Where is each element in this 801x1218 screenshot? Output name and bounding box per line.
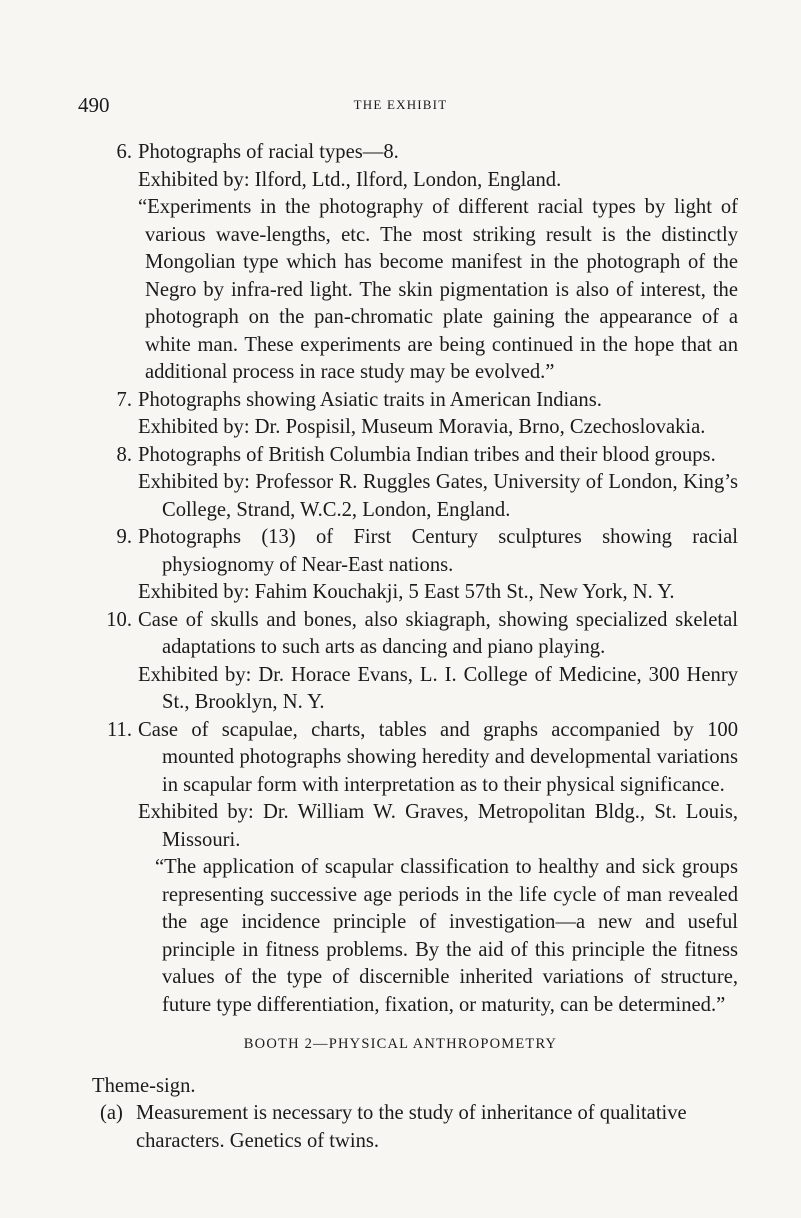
- exhibited-by: Exhibited by: Professor R. Ruggles Gates, University of London, King’s College, Strand, W.C.2, London, England.: [138, 471, 738, 521]
- entry-title: Case of skulls and bones, also skiagraph, showing specialized skeletal adaptations to such arts as dancing and piano playing.: [138, 608, 738, 658]
- entry-number: 11.: [107, 718, 132, 741]
- exhibited-by: Exhibited by: Fahim Kouchakji, 5 East 57th St., New York, N. Y.: [138, 581, 675, 603]
- entry-title: Photographs of racial types—8.: [138, 141, 399, 163]
- theme-sign-title: Theme-sign.: [92, 1074, 196, 1097]
- running-head: THE EXHIBIT: [353, 97, 448, 112]
- entry-number: 6.: [116, 141, 132, 163]
- entry-number: 9.: [116, 526, 132, 548]
- entry-title: Photographs of British Columbia Indian tribes and their blood groups.: [138, 443, 716, 466]
- exhibited-by: Exhibited by: Ilford, Ltd., Ilford, London, England.: [138, 168, 562, 191]
- page-number: 490: [78, 93, 110, 117]
- entry-number: 7.: [116, 388, 132, 411]
- exhibited-by: Exhibited by: Dr. William W. Graves, Metropolitan Bldg., St. Louis, Missouri.: [138, 801, 738, 851]
- theme-item-label: (a): [100, 1102, 123, 1124]
- exhibit-entry-8: [116, 442, 738, 525]
- page-header: [78, 93, 723, 121]
- exhibited-by: Exhibited by: Dr. Pospisil, Museum Moravia, Brno, Czechoslovakia.: [138, 416, 706, 438]
- exhibit-entry-9: [116, 524, 738, 607]
- entry-title: Case of scapulae, charts, tables and graphs accompanied by 100 mounted photographs showing heredity and developmental variations in scapular form with interpretation as to their physical significance.: [138, 718, 738, 796]
- exhibit-entry-11: [107, 717, 738, 1020]
- exhibit-entry-7: [116, 387, 738, 442]
- page-body: [0, 139, 801, 1155]
- theme-sign-item: [100, 1100, 742, 1155]
- entry-title: Photographs showing Asiatic traits in American Indians.: [138, 388, 602, 411]
- exhibit-entry-10: [106, 607, 738, 717]
- entry-number: 10.: [106, 608, 132, 631]
- theme-item-text: Measurement is necessary to the study of inheritance of qualitative characters. Genetics of twins.: [136, 1102, 687, 1152]
- booth-heading: BOOTH 2—PHYSICAL ANTHROPOMETRY: [243, 1036, 558, 1052]
- entry-quote: “The application of scapular classification to healthy and sick groups representing successive age periods in the life cycle of man revealed the age incidence principle of investigation—a new and useful principle in fitness problems. By the aid of this principle the fitness values of the type of discernible inherited variations of structure, future type differentiation, fixation, or maturity, can be determined.”: [155, 856, 738, 1016]
- entry-title: Photographs (13) of First Century sculptures showing racial physiognomy of Near-East nations.: [138, 526, 738, 576]
- exhibit-entry-6: [116, 139, 738, 387]
- exhibited-by: Exhibited by: Dr. Horace Evans, L. I. College of Medicine, 300 Henry St., Brooklyn, N. Y.: [138, 663, 738, 713]
- entry-quote: “Experiments in the photography of different racial types by light of various wave-lengths, etc. The most striking result is the distinctly Mongolian type which has become manifest in the photograph of the Negro by infra-red light. The skin pigmentation is also of interest, the photograph on the pan-chromatic plate gaining the appearance of a white man. These experiments are being continued in the hope that an additional process in race study may be evolved.”: [138, 196, 738, 383]
- theme-sign: [92, 1073, 742, 1156]
- entry-number: 8.: [116, 443, 132, 466]
